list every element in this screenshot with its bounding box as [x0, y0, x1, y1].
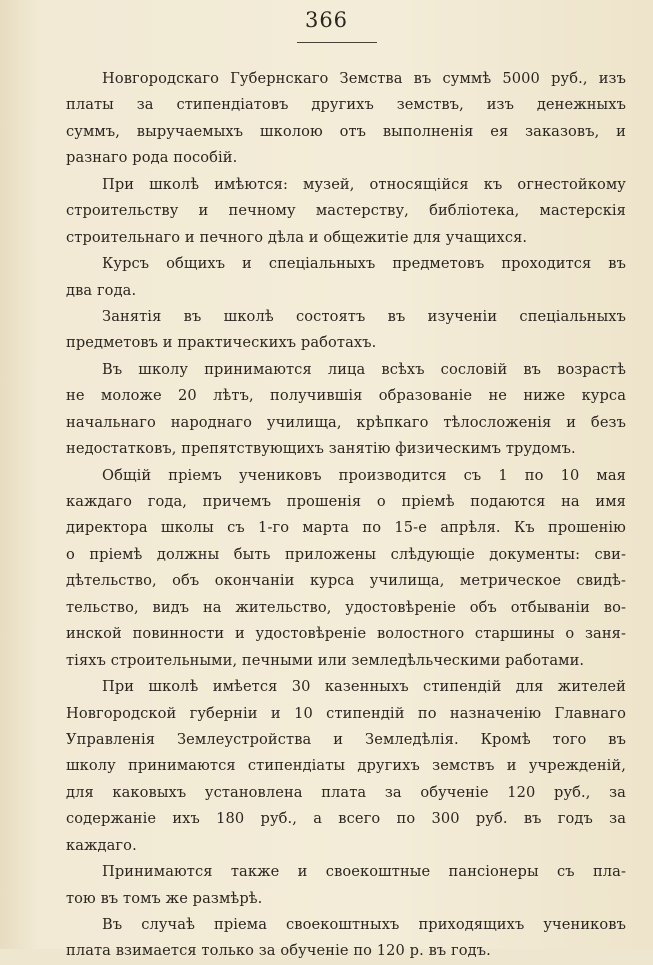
text-line: Управленія Землеустройства и Земледѣлія. Кромѣ того въ — [66, 730, 626, 748]
text-line: не моложе 20 лѣтъ, получившія образованіе не ниже курса — [66, 387, 626, 405]
page-number: 366 — [304, 8, 349, 32]
text-line: каждаго. — [66, 836, 137, 854]
text-line: инской повинности и удостовѣреніе волостного старшины о заня- — [66, 625, 626, 643]
paragraph — [66, 912, 626, 965]
text-line: каждаго года, причемъ прошенія о пріемѣ подаются на имя — [66, 493, 626, 510]
text-line: строительнаго и печного дѣла и общежитіе для учащихся. — [66, 228, 528, 246]
paragraph — [66, 251, 626, 304]
text-line: недостатковъ, препятствующихъ занятію физическимъ трудомъ. — [66, 440, 576, 458]
paragraph — [66, 357, 626, 463]
paragraph — [66, 463, 626, 675]
text-line: Принимаются также и своекоштные пансіонеры съ пла- — [102, 863, 626, 881]
text-line: Новгородской губерніи и 10 стипендій по назначенію Главнаго — [66, 704, 626, 722]
text-line: предметовъ и практическихъ работахъ. — [66, 334, 377, 352]
text-line: о пріемѣ должны быть приложены слѣдующіе документы: сви- — [66, 545, 626, 563]
paragraph — [66, 304, 626, 357]
text-line: Занятія въ школѣ состоятъ въ изученіи спеціальныхъ — [102, 307, 626, 325]
text-line: При школѣ имѣется 30 казенныхъ стипендій для жителей — [102, 678, 626, 696]
text-line: дѣтельство, объ окончаніи курса училища, метрическое свидѣ- — [66, 572, 626, 590]
text-line: для каковыхъ установлена плата за обученіе 120 руб., за — [66, 783, 626, 801]
body-text — [66, 66, 626, 965]
text-line: два года. — [66, 281, 137, 299]
text-line: содержаніе ихъ 180 руб., а всего по 300 руб. въ годъ за — [66, 810, 626, 828]
text-line: разнаго рода пособій. — [66, 149, 238, 167]
paragraph — [66, 674, 626, 859]
text-line: тельство, видъ на жительство, удостовѣреніе объ отбываніи во- — [66, 598, 626, 616]
text-line: строительству и печному мастерству, библіотека, мастерскія — [66, 202, 626, 220]
text-line: Курсъ общихъ и спеціальныхъ предметовъ проходится въ — [102, 255, 626, 273]
paragraph — [66, 172, 626, 251]
text-line: начальнаго народнаго училища, крѣпкаго тѣлосложенія и безъ — [66, 413, 626, 431]
text-line: директора школы съ 1-го марта по 15-е апрѣля. Къ прошенію — [66, 519, 626, 537]
text-line: суммъ, выручаемыхъ школою отъ выполненія ея заказовъ, и — [66, 122, 626, 140]
text-line: Общій пріемъ учениковъ производится съ 1 по 10 мая — [102, 466, 626, 484]
text-line: Въ случаѣ пріема своекоштныхъ приходящихъ учениковъ — [102, 916, 626, 933]
text-line: плата взимается только за обученіе по 120 р. въ годъ. — [66, 942, 491, 960]
paragraph — [66, 66, 626, 172]
paragraph — [66, 859, 626, 912]
text-line: тою въ томъ же размѣрѣ. — [66, 889, 263, 907]
text-line: Новгородскаго Губернскаго Земства въ суммѣ 5000 руб., изъ — [102, 70, 626, 87]
text-line: тіяхъ строительными, печными или земледѣльческими работами. — [66, 651, 585, 669]
text-line: При школѣ имѣются: музей, относящійся къ огнестойкому — [102, 175, 626, 193]
page-number-rule — [297, 42, 377, 43]
text-line: Въ школу принимаются лица всѣхъ сословій въ возрастѣ — [102, 360, 626, 378]
text-line: платы за стипендіатовъ другихъ земствъ, изъ денежныхъ — [66, 96, 626, 114]
text-line: школу принимаются стипендіаты другихъ земствъ и учрежденій, — [66, 757, 626, 775]
